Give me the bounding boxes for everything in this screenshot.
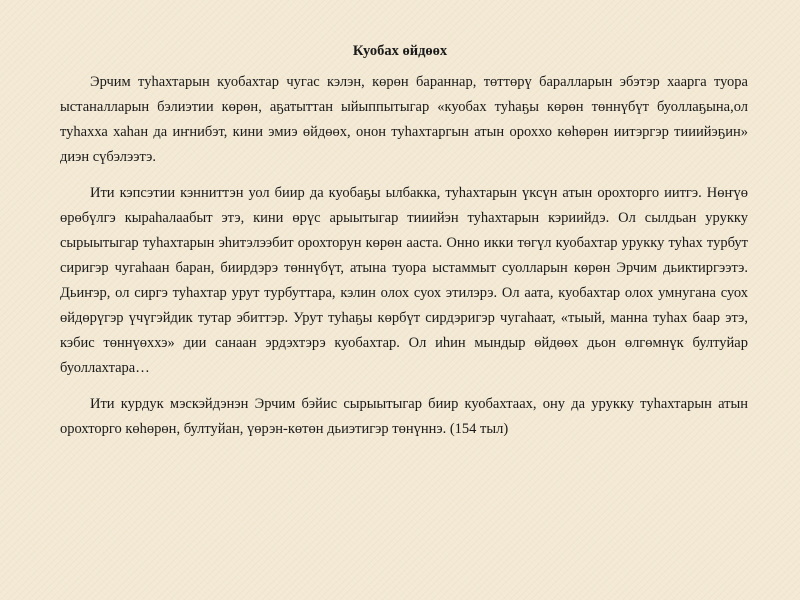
paragraph: Ити кэпсэтии кэнниттэн уол биир да куобаҕы ылбакка, туһахтарын үксүн атын орохторго иитгэ. Нөҥүө өрөбүлгэ кыраһалаабыт этэ, кини өрүс арыытыгар тииийэн туһахтарын кэриийдэ. Ол сылдьан урукку сырыытыгар туһахтарын эһитэлээбит орохторун көрөн ааста. Онно икки төгүл куобахтар урукку туһах турбут сиригэр чугаһаан баран, биирдэрэ төннүбүт, атына туора ыстаммыт суолларын көрөн Эрчим дьиктиргээтэ. Дьиҥэр, ол сиргэ туһахтар урут турбуттара, кэлин олох суох этилэрэ. Ол аата, куобахтар олох умнугана суох өйдөрүгэр үчүгэйдик тутар эбиттэр. Урут туһаҕы көрбүт сирдэригэр чугаһаат, «тыый, манна туһах баар этэ, кэбис төннүөххэ» дии санаан эрдэхтэрэ куобахтар. Ол иһин мындыр өйдөөх дьон өлгөмнүк бултуйар буоллахтара… xyxy=(60,185,748,376)
document-title: Куобах өйдөөх xyxy=(352,43,448,59)
document-body xyxy=(60,70,748,453)
paragraph: Эрчим туһахтарын куобахтар чугас кэлэн, көрөн бараннар, төттөрү баралларын эбэтэр хаарга туора ыстаналларын бэлиэтии көрөн, аҕатыттан ыйыппытыгар «куобах туһаҕы көрөн төннүбүт буоллаҕына,ол туһахха хаһан да иҥнибэт, кини эмиэ өйдөөх, онон туһахтаргын атын ороххо көһөрөн иитэргэр тииийэҕин» диэн сүбэлээтэ. xyxy=(60,74,748,165)
paragraph: Ити курдук мэскэйдэнэн Эрчим бэйис сырыытыгар биир куобахтаах, ону да урукку туһахтарын атын орохторго көһөрөн, бултуйан, үөрэн-көтөн дьиэтигэр төнүннэ. (154 тыл) xyxy=(60,396,748,437)
